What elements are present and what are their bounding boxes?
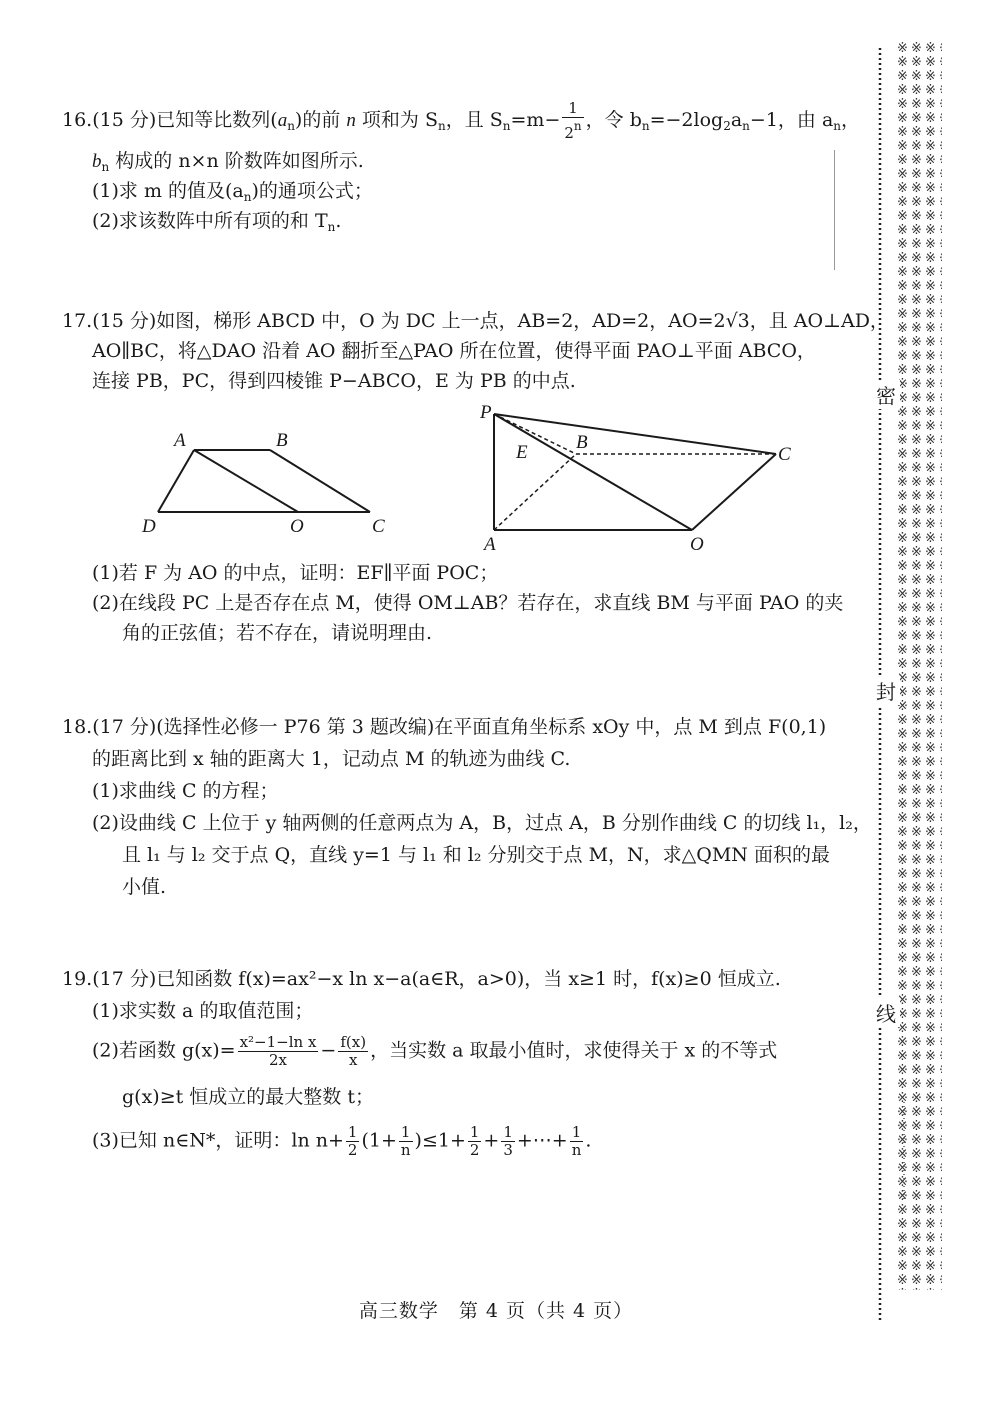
page-footer: 高三数学 第 4 页（共 4 页） <box>358 1300 634 1322</box>
label-A: A <box>484 534 496 555</box>
p17-question2b: 角的正弦值；若不存在，请说明理由. <box>122 622 433 644</box>
p19-line1: 19.(17 分)已知函数 f(x)=ax²−x ln x−a(a∈R，a>0)，当 x≥1 时，f(x)≥0 恒成立. <box>62 968 781 990</box>
p17-line1: 17.(15 分)如图，梯形 ABCD 中，O 为 DC 上一点，AB=2，AD=2，AO=2√3，且 AO⊥AD， <box>62 310 889 332</box>
p17-question2a: (2)在线段 PC 上是否存在点 M，使得 OM⊥AB？若存在，求直线 BM 与平面 PAO 的夹 <box>92 592 844 614</box>
label-D: D <box>142 516 156 537</box>
p18-question2b: 且 l₁ 与 l₂ 交于点 Q，直线 y=1 与 l₁ 和 l₂ 分别交于点 M，N，求△QMN 面积的最 <box>122 844 830 866</box>
edge-AO <box>194 450 298 512</box>
p17-question1: (1)若 F 为 AO 的中点，证明：EF∥平面 POC； <box>92 562 499 584</box>
p19-question2-line2: g(x)≥t 恒成立的最大整数 t； <box>122 1086 374 1108</box>
p16-line2: $b_n$ 构成的 n×n 阶数阵如图所示. <box>92 150 364 174</box>
p17-line3: 连接 PB，PC，得到四棱锥 P−ABCO，E 为 PB 的中点. <box>92 370 576 392</box>
edge-AB <box>494 454 576 530</box>
label-O: O <box>290 516 304 537</box>
label-A: A <box>174 430 186 451</box>
edge-PO <box>494 414 692 530</box>
seal-char-xian: 线 <box>872 998 900 1027</box>
label-P: P <box>480 402 492 423</box>
p19-fraction-2: $\frac{f(x)}{x}$ <box>340 1033 367 1069</box>
label-O: O <box>690 534 704 555</box>
p16-question2: (2)求该数阵中所有项的和 $T_n$. <box>92 210 342 234</box>
label-E: E <box>516 442 528 463</box>
p19-question3: (3)已知 n∈N*，证明：ln n+ $\frac{1}{2}$ (1+ $\frac{1}{n}$ )≤1+ $\frac{1}{2}$ + $\frac{1}{3}$ +⋯+ $\frac{1}{n}$ . <box>92 1123 592 1159</box>
p18-line1: 18.(17 分)(选择性必修一 P76 第 3 题改编)在平面直角坐标系 xOy 中，点 M 到点 F(0,1) <box>62 716 827 738</box>
p19-question1: (1)求实数 a 的取值范围； <box>92 1000 314 1022</box>
label-C: C <box>372 516 385 537</box>
seal-char-feng: 封 <box>872 676 900 705</box>
p17-line2: AO∥BC，将△DAO 沿着 AO 翻折至△PAO 所在位置，使得平面 PAO⊥平面 ABCO， <box>92 340 816 362</box>
label-C: C <box>778 444 791 465</box>
seal-char-mi: 密 <box>872 380 900 409</box>
p18-question1: (1)求曲线 C 的方程； <box>92 780 279 802</box>
trapezoid-figure <box>130 420 410 545</box>
label-B: B <box>276 430 288 451</box>
pyramid-figure <box>470 400 810 560</box>
label-B: B <box>576 432 588 453</box>
p18-question2a: (2)设曲线 C 上位于 y 轴两侧的任意两点为 A，B，过点 A，B 分别作曲线 C 的切线 l₁，l₂， <box>92 812 872 834</box>
edge-AD <box>158 450 194 512</box>
p16-question1: (1)求 m 的值及$(a_n)$的通项公式； <box>92 180 373 204</box>
edge-OC <box>692 454 776 530</box>
p19-fraction-1: $\frac{\text{x²−1−ln x}}{2x}$ <box>239 1033 317 1069</box>
p18-question2c: 小值. <box>122 876 167 898</box>
edge-PC <box>494 414 776 454</box>
p19-question2: (2)若函数 g(x)= $\frac{\text{x²−1−ln x}}{2x}$ − $\frac{f(x)}{x}$ ，当实数 a 取最小值时，求使得关于 x 的不等式 <box>92 1033 778 1069</box>
edge-BC <box>270 450 370 512</box>
p16-line1: 16.(15 分)已知等比数列$(a_n)$的前 n 项和为 $S_n$，且 $S_n=m-$ $\frac{1}{2^n}$ ，令 $b_n=-2\log_2a_n-1$，由 $a_n$， <box>62 99 861 142</box>
p16-matrix-area <box>826 150 835 270</box>
p18-line2: 的距离比到 x 轴的距离大 1，记动点 M 的轨迹为曲线 C. <box>92 748 571 770</box>
p16-fraction: $\frac{1}{2^n}$ <box>564 99 582 142</box>
